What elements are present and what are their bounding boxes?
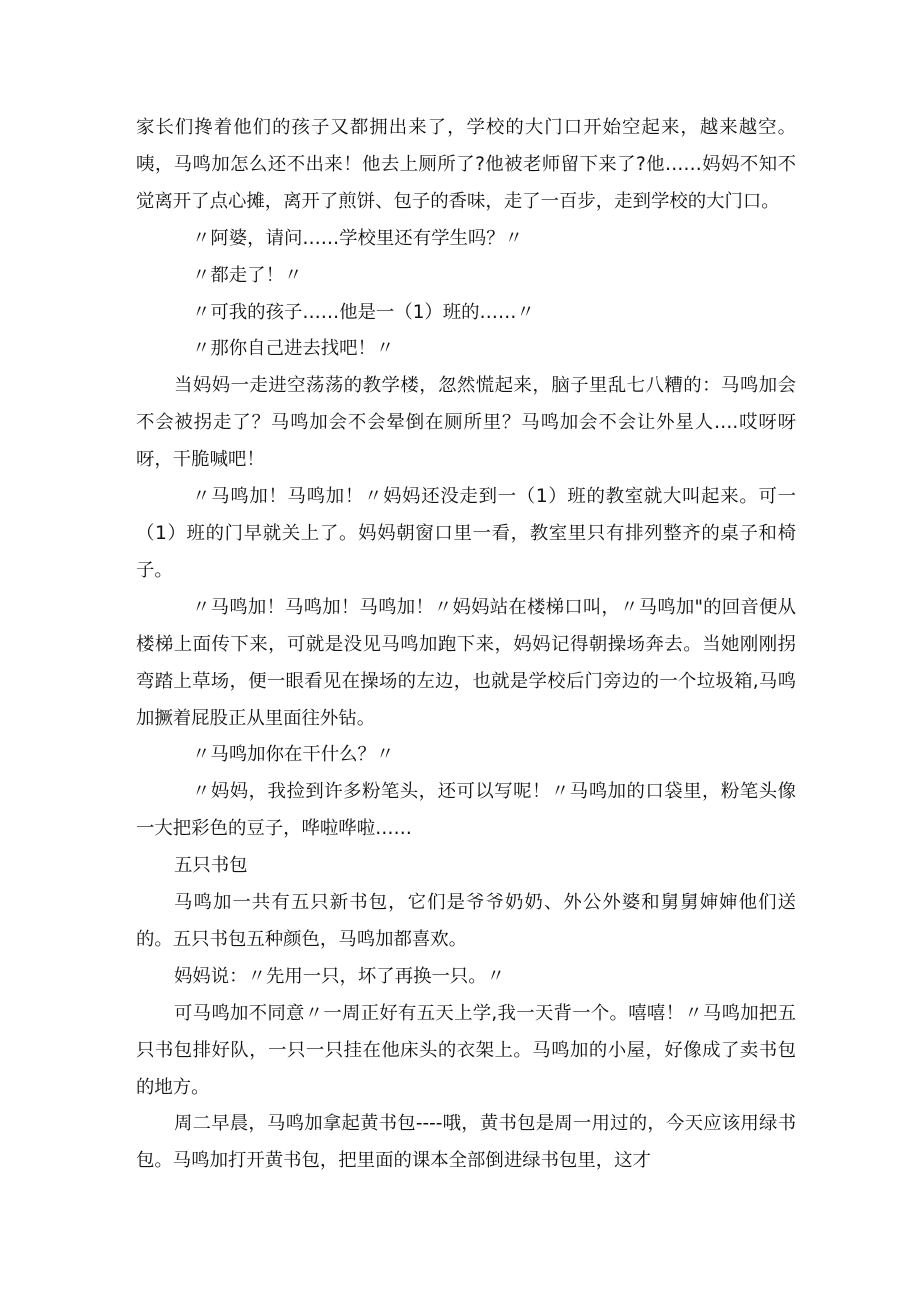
- dialogue-line: 〃那你自己进去找吧！〃: [192, 338, 395, 360]
- paragraph: 可马鸣加不同意〃一周正好有五天上学,我一天背一个。嘻嘻！〃马鸣加把五只书包排好队，一只一只挂在他床头的衣架上。马鸣加的小屋，好像成了卖书包的地方。: [136, 1002, 796, 1098]
- dialogue-line: 〃阿婆，请问……学校里还有学生吗？〃: [192, 227, 524, 249]
- paragraph: 家长们搀着他们的孩子又都拥出来了，学校的大门口开始空起来，越来越空。咦，马鸣加怎么还不出来！他去上厕所了?他被老师留下来了?他……妈妈不知不觉离开了点心摊，离开了煎饼、包子的香味，走了一百步，走到学校的大门口。: [136, 117, 796, 212]
- paragraph: 周二早晨，马鸣加拿起黄书包----哦，黄书包是周一用过的，今天应该用绿书包。马鸣加打开黄书包，把里面的课本全部倒进绿书包里，这才: [136, 1113, 796, 1172]
- section-title: 五只书包: [174, 855, 248, 877]
- paragraph: 妈妈说：〃先用一只，坏了再换一只。〃: [174, 965, 506, 987]
- paragraph: 〃马鸣加！马鸣加！〃妈妈还没走到一（1）班的教室就大叫起来。可一（1）班的门早就关上了。妈妈朝窗口里一看，教室里只有排列整齐的桌子和椅子。: [136, 486, 796, 581]
- paragraph: 〃马鸣加！马鸣加！马鸣加！〃妈妈站在楼梯口叫，〃马鸣加"的回音便从楼梯上面传下来，可就是没见马鸣加跑下来，妈妈记得朝操场奔去。当她刚刚拐弯踏上草场，便一眼看见在操场的左边，也就是学校后门旁边的一个垃圾箱,马鸣加撅着屁股正从里面往外钻。: [136, 596, 796, 729]
- paragraph: 当妈妈一走进空荡荡的教学楼，忽然慌起来，脑子里乱七八糟的：马鸣加会不会被拐走了？马鸣加会不会晕倒在厕所里？马鸣加会不会让外星人….哎呀呀呀，干脆喊吧！: [136, 375, 796, 471]
- paragraph: 马鸣加一共有五只新书包，它们是爷爷奶奶、外公外婆和舅舅婶婶他们送的。五只书包五种颜色，马鸣加都喜欢。: [136, 892, 796, 950]
- dialogue-line: 〃都走了！〃: [192, 264, 303, 286]
- paragraph: 〃妈妈，我捡到许多粉笔头，还可以写呢！〃马鸣加的口袋里，粉笔头像一大把彩色的豆子，哗啦哗啦……: [136, 781, 796, 840]
- story-text: [136, 110, 796, 1180]
- dialogue-line: 〃可我的孩子……他是一（1）班的……〃: [192, 301, 535, 323]
- dialogue-line: 〃马鸣加你在干什么？〃: [192, 744, 395, 766]
